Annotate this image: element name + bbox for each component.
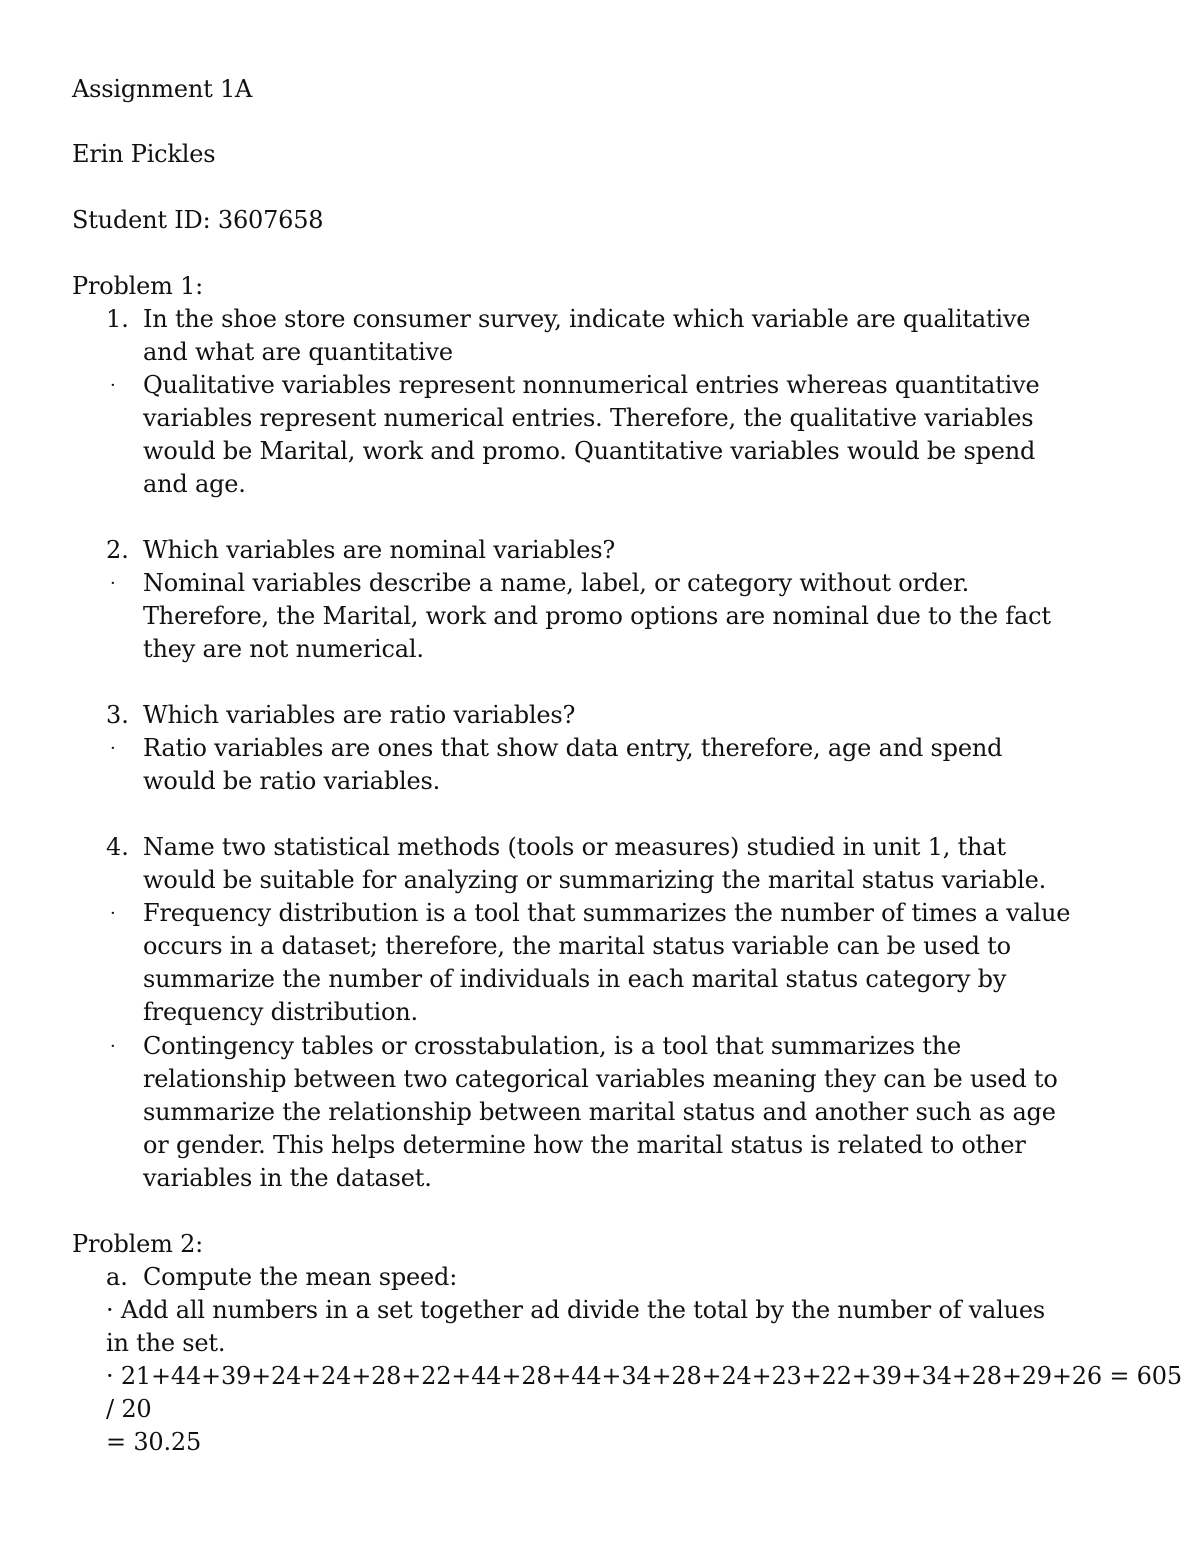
answer-2-line: they are not numerical. [143,635,424,663]
author-name: Erin Pickles [72,140,216,168]
answer-4b-line: Contingency tables or crosstabulation, is a tool that summarizes the [143,1032,961,1060]
bullet-icon: · [110,375,116,396]
question-1-line: and what are quantitative [143,338,453,366]
answer-2-line: Therefore, the Marital, work and promo options are nominal due to the fact [143,602,1051,630]
answer-4b-line: relationship between two categorical variables meaning they can be used to [143,1065,1058,1093]
part-a-line: · Add all numbers in a set together ad divide the total by the number of values [106,1296,1046,1324]
part-a-result: = 30.25 [106,1428,202,1456]
bullet-icon: · [110,903,116,924]
bullet-icon: · [110,1036,116,1057]
part-a-line: in the set. [106,1329,226,1357]
student-id: Student ID: 3607658 [72,206,324,234]
answer-3-line: would be ratio variables. [143,767,441,795]
question-1-line: In the shoe store consumer survey, indicate which variable are qualitative [143,305,1031,333]
question-3-number: 3. [106,701,129,729]
question-2-line: Which variables are nominal variables? [143,536,616,564]
question-3-line: Which variables are ratio variables? [143,701,576,729]
answer-4a-line: occurs in a dataset; therefore, the marital status variable can be used to [143,932,1011,960]
answer-4a-line: summarize the number of individuals in each marital status category by [143,965,1007,993]
question-2-number: 2. [106,536,129,564]
answer-4a-line: frequency distribution. [143,998,418,1026]
part-a-line: / 20 [106,1395,152,1423]
answer-2-line: Nominal variables describe a name, label, or category without order. [143,569,970,597]
question-4-line: Name two statistical methods (tools or measures) studied in unit 1, that [143,833,1006,861]
answer-3-line: Ratio variables are ones that show data entry, therefore, age and spend [143,734,1003,762]
part-a-line: · 21+44+39+24+24+28+22+44+28+44+34+28+24+23+22+39+34+28+29+26 = 605 [106,1362,1182,1390]
answer-4b-line: or gender. This helps determine how the marital status is related to other [143,1131,1026,1159]
answer-4a-line: Frequency distribution is a tool that summarizes the number of times a value [143,899,1071,927]
bullet-icon: · [110,573,116,594]
answer-1-line: variables represent numerical entries. Therefore, the qualitative variables [143,404,1034,432]
question-4-line: would be suitable for analyzing or summarizing the marital status variable. [143,866,1047,894]
answer-1-line: Qualitative variables represent nonnumerical entries whereas quantitative [143,371,1040,399]
assignment-title: Assignment 1A [72,75,253,103]
answer-1-line: and age. [143,470,246,498]
bullet-icon: · [110,738,116,759]
problem-1-heading: Problem 1: [72,272,204,300]
answer-4b-line: summarize the relationship between marital status and another such as age [143,1098,1056,1126]
part-a-label: a. [106,1263,128,1291]
part-a-question: Compute the mean speed: [143,1263,458,1291]
problem-2-heading: Problem 2: [72,1230,204,1258]
question-1-number: 1. [106,305,129,333]
question-4-number: 4. [106,833,129,861]
answer-1-line: would be Marital, work and promo. Quantitative variables would be spend [143,437,1036,465]
answer-4b-line: variables in the dataset. [143,1164,432,1192]
